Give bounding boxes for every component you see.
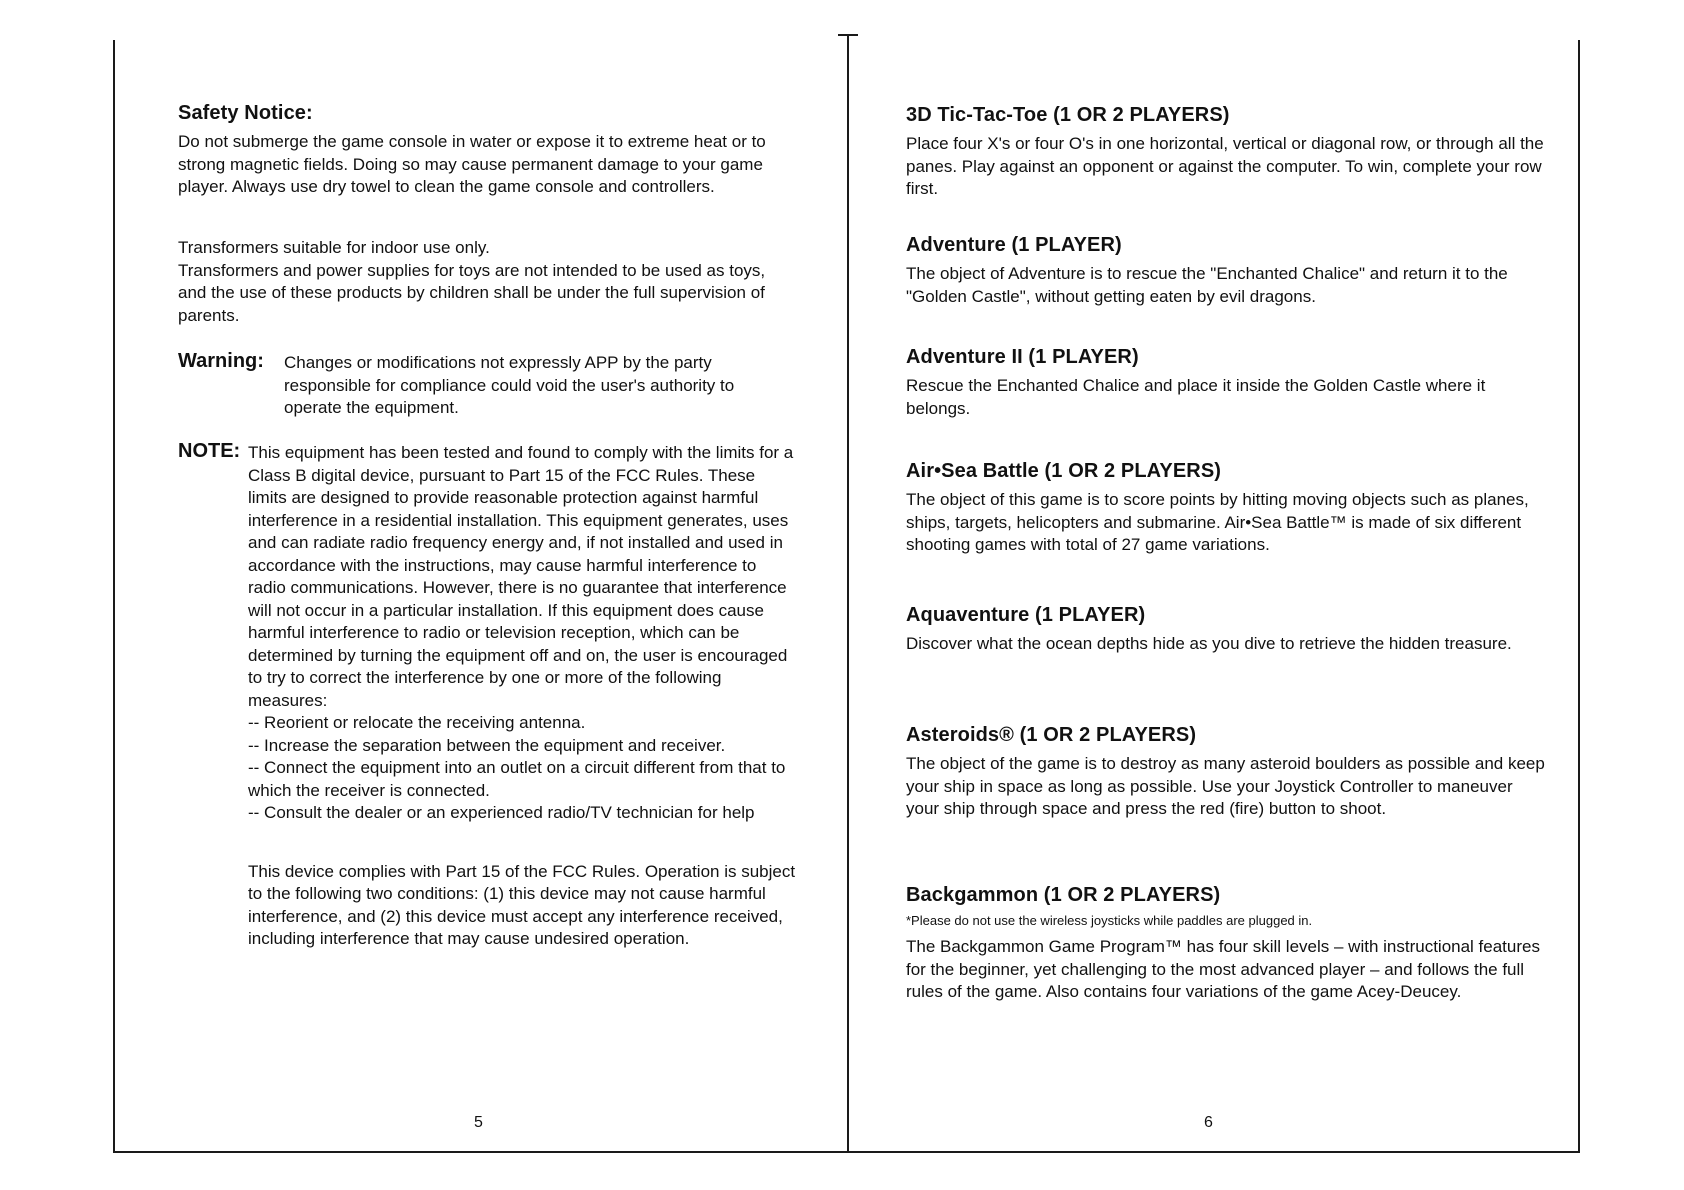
note-measure: -- Reorient or relocate the receiving antenna. xyxy=(248,713,586,732)
transformers-section xyxy=(178,237,798,327)
game-title: 3D Tic-Tac-Toe (1 OR 2 PLAYERS) xyxy=(906,104,1230,126)
game-description: Place four X's or four O's in one horizontal, vertical or diagonal row, or through all the panes. Play against an opponent or against the computer. To win, complete your row first. xyxy=(906,134,1544,198)
warning-text: Changes or modifications not expressly APP by the party responsible for compliance could void the user's authority to operate the equipment. xyxy=(284,353,735,417)
game-description: The object of the game is to destroy as many asteroid boulders as possible and keep your ship in space as long as possible. Use your Joystick Controller to maneuver your ship through space and press the red (fire) button to shoot. xyxy=(906,754,1545,818)
left-border-line xyxy=(113,40,115,1152)
safety-notice-heading: Safety Notice: xyxy=(178,102,313,124)
game-description: Rescue the Enchanted Chalice and place it inside the Golden Castle where it belongs. xyxy=(906,376,1486,418)
note-label: NOTE: xyxy=(178,440,241,462)
transformers-line-2: Transformers and power supplies for toys are not intended to be used as toys, and the use of these products by children shall be under the full supervision of parents. xyxy=(178,260,766,325)
game-entry xyxy=(906,234,1546,308)
game-footnote: *Please do not use the wireless joysticks while paddles are plugged in. xyxy=(906,913,1313,928)
game-entry xyxy=(906,346,1546,420)
game-description: Discover what the ocean depths hide as you dive to retrieve the hidden treasure. xyxy=(906,634,1512,653)
page-number-left: 5 xyxy=(474,1114,483,1131)
note-measure: -- Connect the equipment into an outlet on a circuit different from that to which the receiver is connected. xyxy=(248,758,786,800)
right-border-line xyxy=(1578,40,1580,1152)
center-fold-line xyxy=(847,34,849,1152)
game-title: Aquaventure (1 PLAYER) xyxy=(906,604,1146,626)
safety-notice-section xyxy=(178,102,798,199)
game-entry xyxy=(906,460,1546,557)
bottom-border-line xyxy=(113,1151,1580,1153)
note-body xyxy=(248,442,798,951)
game-title: Adventure II (1 PLAYER) xyxy=(906,346,1139,368)
game-description: The object of Adventure is to rescue the "Enchanted Chalice" and return it to the "Golden Castle", without getting eaten by evil dragons. xyxy=(906,264,1508,306)
warning-section xyxy=(178,350,798,422)
game-entry xyxy=(906,724,1546,821)
fcc-compliance-text: This device complies with Part 15 of the FCC Rules. Operation is subject to the following two conditions: (1) this device may not cause harmful interference, and (2) this device must accept any interference received, including interference that may cause undesired operation. xyxy=(248,861,796,948)
transformers-line-1: Transformers suitable for indoor use only. xyxy=(178,238,490,257)
game-title: Backgammon (1 OR 2 PLAYERS) xyxy=(906,884,1221,906)
note-measure: -- Increase the separation between the equipment and receiver. xyxy=(248,735,726,755)
center-fold-tick xyxy=(838,34,858,36)
game-entry xyxy=(906,104,1546,201)
game-description: The Backgammon Game Program™ has four skill levels – with instructional features for the beginner, yet challenging to the most advanced player – and follows the full rules of the game. Also contains four variations of the game Acey-Deucey. xyxy=(906,937,1540,1001)
note-measure: -- Consult the dealer or an experienced radio/TV technician for help xyxy=(248,803,755,822)
warning-label: Warning: xyxy=(178,350,264,372)
game-title: Adventure (1 PLAYER) xyxy=(906,234,1122,256)
game-description: The object of this game is to score points by hitting moving objects such as planes, ships, targets, helicopters and submarine. Air•Sea Battle™ is made of six different shooting games with total of 27 game variations. xyxy=(906,490,1529,554)
safety-notice-text: Do not submerge the game console in water or expose it to extreme heat or to strong magnetic fields. Doing so may cause permanent damage to your game player. Always use dry towel to clean the game console and controllers. xyxy=(178,132,766,196)
game-title: Asteroids® (1 OR 2 PLAYERS) xyxy=(906,724,1197,746)
page-number-right: 6 xyxy=(1204,1114,1213,1131)
note-text: This equipment has been tested and found to comply with the limits for a Class B digital device, pursuant to Part 15 of the FCC Rules. These limits are designed to provide reasonable protection against harmful interference in a residential installation. This equipment generates, uses and can radiate radio frequency energy and, if not installed and used in accordance with the instructions, may cause harmful interference to radio communications. However, there is no guarantee that interference will not occur in a particular installation. If this equipment does cause harmful interference to radio or television reception, which can be determined by turning the equipment off and on, the user is encouraged to try to correct the interference by one or more of the following measures: xyxy=(248,443,794,710)
game-entry xyxy=(906,884,1546,1004)
game-entry xyxy=(906,604,1546,656)
game-title: Air•Sea Battle (1 OR 2 PLAYERS) xyxy=(906,460,1222,482)
